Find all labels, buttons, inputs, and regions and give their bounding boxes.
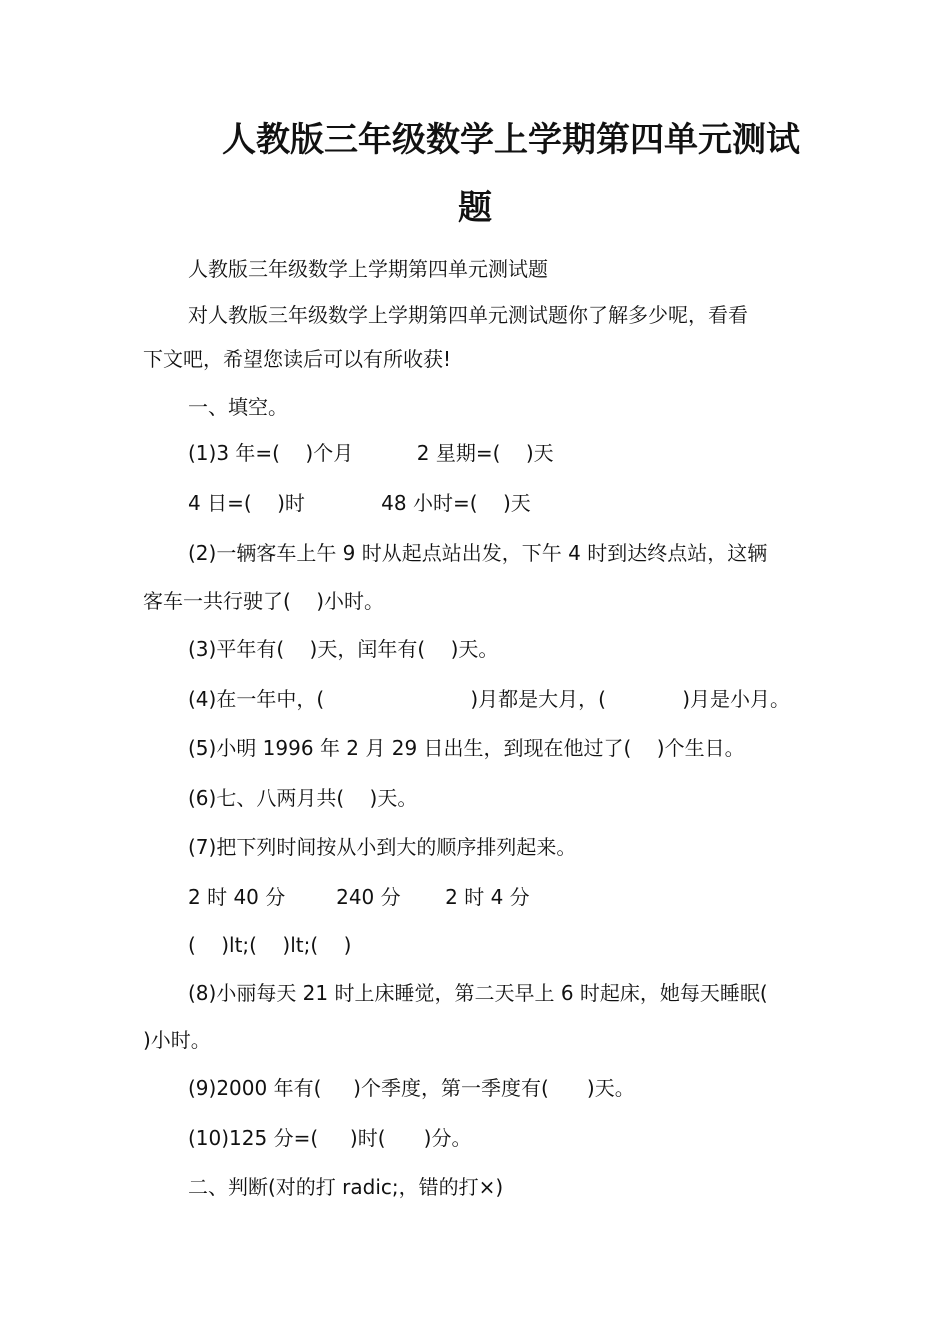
question-8-line-1: (8)小丽每天 21 时上床睡觉，第二天早上 6 时起床，她每天睡眠( [188,981,768,1005]
section-heading-true-false: 二、判断(对的打 radic;，错的打×) [188,1175,504,1199]
subtitle-paragraph: 人教版三年级数学上学期第四单元测试题 [188,257,548,281]
question-3: (3)平年有( )天，闰年有( )天。 [188,637,499,661]
section-heading-fill-in: 一、填空。 [188,395,288,419]
question-6: (6)七、八两月共( )天。 [188,786,418,810]
question-1-line-1: (1)3 年=( )个月 2 星期=( )天 [188,441,554,465]
question-2-line-2: 客车一共行驶了( )小时。 [143,589,385,613]
question-5: (5)小明 1996 年 2 月 29 日出生，到现在他过了( )个生日。 [188,736,745,760]
question-9: (9)2000 年有( )个季度，第一季度有( )天。 [188,1076,635,1100]
question-7-times: 2 时 40 分 240 分 2 时 4 分 [188,885,530,909]
document-title-line-2: 题 [458,188,492,228]
intro-line-2: 下文吧，希望您读后可以有所收获! [143,347,452,371]
document-title-line-1: 人教版三年级数学上学期第四单元测试 [222,120,800,160]
question-2-line-1: (2)一辆客车上午 9 时从起点站出发，下午 4 时到达终点站，这辆 [188,541,768,565]
question-4: (4)在一年中，( )月都是大月，( )月是小月。 [188,687,791,711]
question-1-line-2: 4 日=( )时 48 小时=( )天 [188,491,531,515]
question-10: (10)125 分=( )时( )分。 [188,1126,472,1150]
question-7: (7)把下列时间按从小到大的顺序排列起来。 [188,835,577,859]
intro-line-1: 对人教版三年级数学上学期第四单元测试题你了解多少呢，看看 [188,303,748,327]
question-8-line-2: )小时。 [143,1028,211,1052]
question-7-answer-blanks: ( )lt;( )lt;( ) [188,933,352,957]
